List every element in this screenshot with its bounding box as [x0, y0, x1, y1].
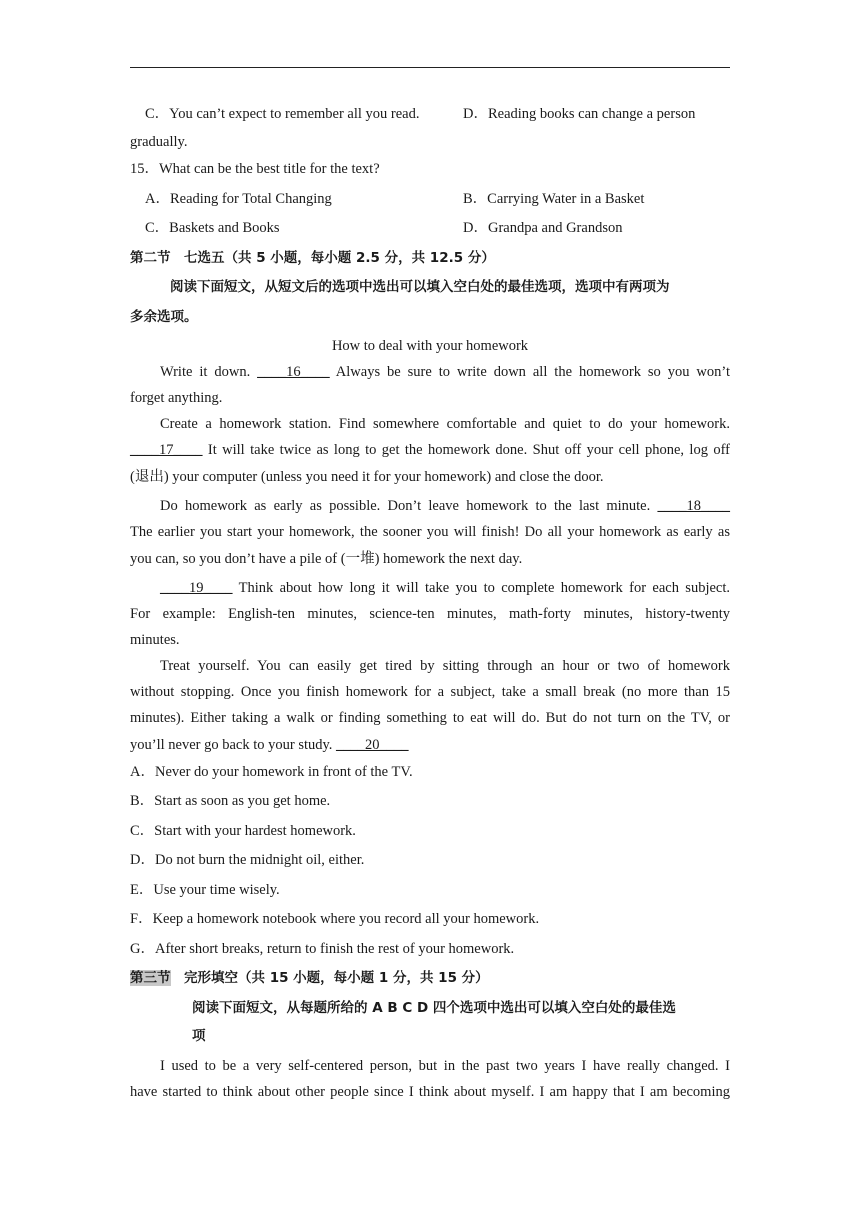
p1-text-a: Write it down.: [160, 364, 258, 380]
paragraph-1-line-2: forget anything.: [130, 390, 223, 406]
option-f: F．Keep a homework notebook where you record all your homework.: [130, 911, 540, 927]
option-g: G．After short breaks, return to finish the rest of your homework.: [130, 941, 515, 957]
blank-20: ____20____: [336, 737, 409, 753]
paragraph-3-line-2: The earlier you start your homework, the sooner you will finish! Do all your homework as early as: [130, 524, 730, 540]
q14-option-c: C．You can’t expect to remember all you read.: [145, 106, 420, 122]
option-a: A．Never do your homework in front of the TV.: [130, 764, 413, 780]
option-d: D．Do not burn the midnight oil, either.: [130, 852, 365, 868]
paragraph-3-line-3: you can, so you don’t have a pile of (一堆) homework the next day.: [130, 551, 523, 567]
section3-label: 第三节: [130, 970, 171, 986]
blank-19: ____19____: [160, 580, 233, 596]
q14-option-d-continued: gradually.: [130, 134, 188, 150]
paragraph-4-line-3: minutes.: [130, 632, 180, 648]
section2-instruction-line1: 阅读下面短文，从短文后的选项中选出可以填入空白处的最佳选项，选项中有两项为: [170, 279, 670, 295]
paragraph-4-line-1: [160, 578, 730, 598]
section3-instruction-line1: 阅读下面短文，从每题所给的 A B C D 四个选项中选出可以填入空白处的最佳选: [192, 1000, 676, 1016]
paragraph-2-line-2: [130, 440, 730, 460]
passage-title: How to deal with your homework: [331, 338, 529, 354]
paragraph-1-line-1: [160, 362, 730, 382]
p1-text-b: Always be sure to write down all the homework so you won’t: [329, 364, 730, 380]
option-b: B．Start as soon as you get home.: [130, 793, 331, 809]
option-c: C．Start with your hardest homework.: [130, 823, 356, 839]
p3-text-a: Do homework as early as possible. Don’t leave homework to the last minute.: [160, 498, 658, 514]
p2-text-b: It will take twice as long to get the homework done. Shut off your cell phone, log off: [202, 442, 730, 458]
paragraph-5-line-3: minutes). Either taking a walk or finding something to eat will do. But do not turn on the TV, or: [130, 710, 730, 726]
paragraph-5-line-4: [130, 735, 730, 755]
section2-instruction-line2: 多余选项。: [130, 309, 198, 325]
blank-17: ____17____: [130, 442, 203, 458]
q15-option-a: A．Reading for Total Changing: [145, 191, 332, 207]
p4-text-b: Think about how long it will take you to complete homework for each subject.: [232, 580, 730, 596]
paragraph-3-line-1: [160, 496, 730, 516]
header-rule: [130, 67, 730, 68]
blank-18: ____18____: [657, 498, 730, 514]
q15-option-b: B．Carrying Water in a Basket: [463, 191, 645, 207]
cloze-paragraph-line-1: I used to be a very self-centered person, but in the past two years I have really changed. I: [160, 1058, 730, 1074]
section2-heading: 第二节 七选五（共 5 小题，每小题 2.5 分，共 12.5 分）: [130, 250, 495, 266]
section3-instruction-line2: 项: [192, 1028, 206, 1044]
q14-option-d: D．Reading books can change a person: [463, 106, 696, 122]
q15-option-d: D．Grandpa and Grandson: [463, 220, 623, 236]
option-e: E．Use your time wisely.: [130, 882, 280, 898]
paragraph-5-line-1: Treat yourself. You can easily get tired by sitting through an hour or two of homework: [160, 658, 730, 674]
p5-text-a: you’ll never go back to your study.: [130, 737, 337, 753]
paragraph-2-line-1: Create a homework station. Find somewhere comfortable and quiet to do your homework.: [160, 416, 730, 432]
section3-heading: [130, 968, 730, 988]
q15-stem: 15．What can be the best title for the text?: [130, 161, 380, 177]
paragraph-2-line-3: (退出) your computer (unless you need it for your homework) and close the door.: [130, 469, 604, 485]
blank-16: ____16____: [257, 364, 330, 380]
q15-option-c: C．Baskets and Books: [145, 220, 280, 236]
cloze-paragraph-line-2: have started to think about other people since I think about myself. I am happy that I am becoming: [130, 1084, 730, 1100]
paragraph-5-line-2: without stopping. Once you finish homework for a subject, take a small break (no more than 15: [130, 684, 730, 700]
paragraph-4-line-2: For example: English-ten minutes, science-ten minutes, math-forty minutes, history-twenty: [130, 606, 730, 622]
section3-heading-text: 完形填空（共 15 小题，每小题 1 分，共 15 分）: [170, 970, 489, 986]
